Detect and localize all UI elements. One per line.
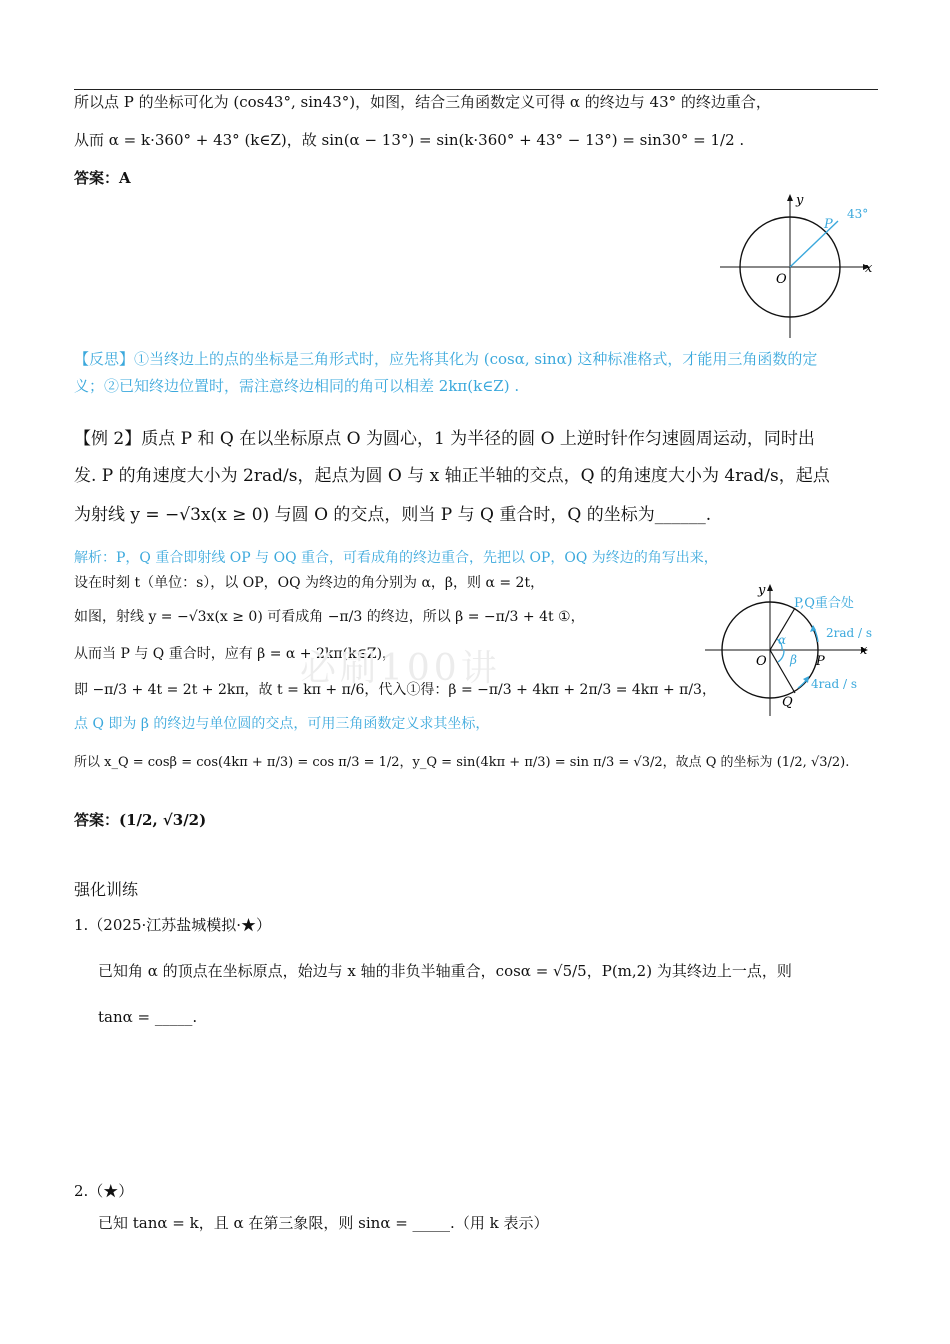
reflection-line-1: 【反思】①当终边上的点的坐标是三角形式时，应先将其化为 (cosα, sinα) 这种标准格式，才能用三角函数的定: [74, 350, 818, 368]
answer-a: 答案：A: [74, 169, 131, 187]
example2-line-3: 为射线 y = −√3x(x ≥ 0) 与圆 O 的交点，则当 P 与 Q 重合时，Q 的坐标为______.: [74, 505, 712, 525]
analysis-line-5: 即 −π/3 + 4t = 2t + 2kπ，故 t = kπ + π/6，代入①得：β = −π/3 + 4kπ + 2π/3 = 4kπ + π/3，: [74, 682, 716, 698]
unit-circle-pq-figure: [700, 580, 880, 720]
label-p-speed: 2rad / s: [826, 626, 873, 640]
solution-line-1: 所以点 P 的坐标可化为 (cos43°, sin43°)，如图，结合三角函数定义可得 α 的终边与 43° 的终边重合，: [74, 93, 771, 111]
example2-line-2: 发. P 的角速度大小为 2rad/s，起点为圆 O 与 x 轴正半轴的交点，Q 的角速度大小为 4rad/s，起点: [74, 466, 830, 486]
watermark: 必刷100讲: [300, 648, 501, 689]
analysis-line-6: 点 Q 即为 β 的终边与单位圆的交点，可用三角函数定义求其坐标，: [74, 716, 490, 732]
solution-line-2: 从而 α = k·360° + 43° (k∈Z)，故 sin(α − 13°) = sin(k·360° + 43° − 13°) = sin30° = 1/2 .: [74, 131, 745, 149]
answer-q: 答案：(1/2, √3/2): [74, 811, 207, 829]
q1-line-1: 已知角 α 的顶点在坐标原点，始边与 x 轴的非负半轴重合，cosα = √5/5，P(m,2) 为其终边上一点，则: [98, 962, 792, 980]
label-beta: β: [790, 653, 797, 667]
analysis-line-4: 从而当 P 与 Q 重合时，应有 β = α + 2kπ(k∈Z)，: [74, 646, 397, 662]
label-43: 43°: [847, 207, 869, 221]
q1-line-2: tanα = _____.: [98, 1008, 198, 1026]
example2-line-1: 【例 2】质点 P 和 Q 在以坐标原点 O 为圆心，1 为半径的圆 O 上逆时针作匀速圆周运动，同时出: [74, 429, 815, 449]
q2-line-1: 已知 tanα = k，且 α 在第三象限，则 sinα = _____.（用 k 表示）: [98, 1214, 549, 1232]
training-title: 强化训练: [74, 880, 139, 899]
label-x: x: [865, 261, 873, 276]
unit-circle-43-figure: [720, 190, 880, 340]
label-p: P: [824, 217, 833, 232]
q2-head: 2.（★）: [74, 1182, 134, 1200]
label-o: O: [776, 272, 787, 287]
analysis-line-3: 如图，射线 y = −√3x(x ≥ 0) 可看成角 −π/3 的终边，所以 β = −π/3 + 4t ①，: [74, 609, 585, 625]
top-rule: [74, 89, 878, 90]
reflection-line-2: 义；②已知终边位置时，需注意终边相同的角可以相差 2kπ(k∈Z) .: [74, 377, 520, 395]
label-q2: Q: [782, 695, 793, 710]
q1-head: 1.（2025·江苏盐城模拟·★）: [74, 916, 272, 934]
analysis-line-7: 所以 x_Q = cosβ = cos(4kπ + π/3) = cos π/3 = 1/2，y_Q = sin(4kπ + π/3) = sin π/3 = √3/2，故点 Q 的坐标为 (1/2, √3/2).: [74, 755, 850, 770]
label-p2: P: [816, 654, 825, 669]
label-y: y: [796, 193, 804, 208]
label-pq-coincide: P,Q重合处: [794, 596, 854, 611]
label-y2: y: [758, 583, 766, 598]
analysis-line-1: 解析：P，Q 重合即射线 OP 与 OQ 重合，可看成角的终边重合，先把以 OP，OQ 为终边的角写出来，: [74, 550, 718, 566]
label-q-speed: 4rad / s: [811, 677, 858, 691]
label-o2: O: [756, 654, 767, 669]
label-alpha: α: [778, 633, 787, 647]
analysis-line-2: 设在时刻 t（单位：s），以 OP，OQ 为终边的角分别为 α，β，则 α = 2t，: [74, 575, 545, 591]
label-x2: x: [860, 643, 868, 658]
